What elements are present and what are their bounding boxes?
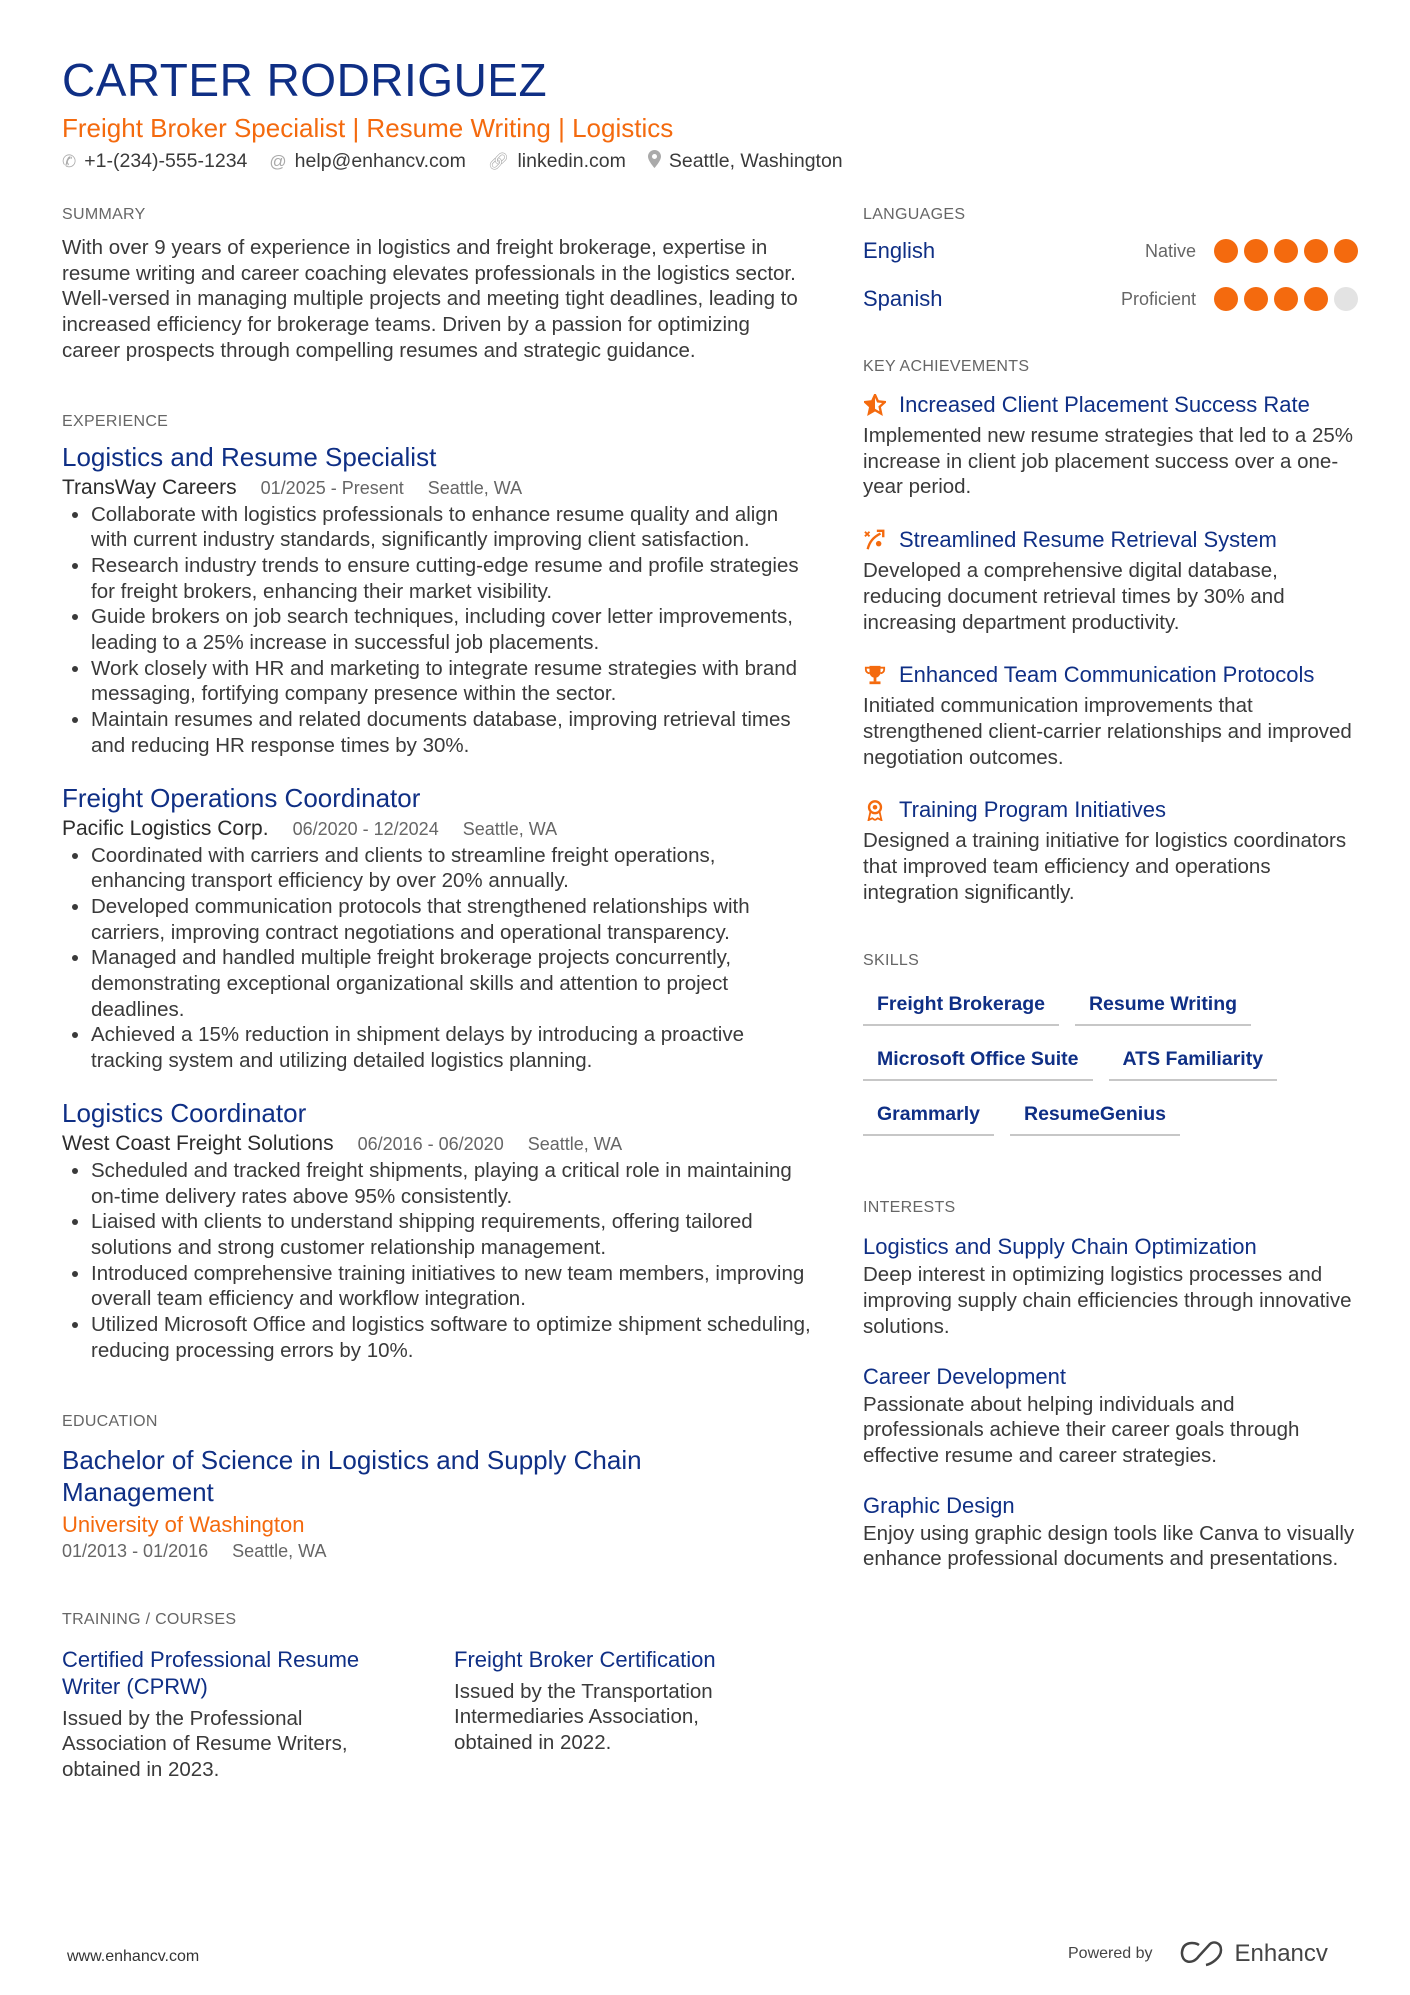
bullet-item: • Introduced comprehensive training initiatives to new team members, improving overall team efficiency and workflow integration. — [91, 1261, 812, 1312]
rating-dot — [1274, 239, 1298, 263]
left-column — [62, 205, 812, 1783]
link-text: linkedin.com — [517, 150, 626, 172]
contact-link[interactable] — [488, 150, 626, 173]
job-entry — [62, 1096, 812, 1364]
achievement-text: Developed a comprehensive digital database, reducing document retrieval times by 30% and increasing department productivity. — [863, 559, 1285, 634]
bullet-item: • Coordinated with carriers and clients to streamline freight operations, enhancing transport efficiency by over 20% annually. — [91, 843, 812, 894]
job-entry — [62, 440, 812, 759]
language-rating — [1214, 287, 1358, 311]
rating-dot — [1214, 287, 1238, 311]
rating-dot — [1304, 239, 1328, 263]
training-title: Freight Broker Certification — [454, 1646, 716, 1672]
job-title: Logistics Coordinator — [62, 1097, 307, 1128]
job-location: Seattle, WA — [527, 1133, 623, 1154]
section-heading: KEY ACHIEVEMENTS — [863, 358, 1030, 375]
achievement-item — [863, 524, 1358, 635]
section-heading: INTERESTS — [863, 1199, 956, 1217]
achievement-title: Enhanced Team Communication Protocols — [899, 662, 1315, 688]
contact-info — [62, 150, 1362, 173]
interest-text: Passionate about helping individuals and professionals achieve their career goals through effective resume and career strategies. — [863, 1392, 1300, 1467]
training-title: Certified Professional Resume Writer (CPRW) — [62, 1646, 360, 1699]
job-title: Logistics and Resume Specialist — [62, 441, 437, 472]
achievement-item — [863, 794, 1358, 905]
bullet-item: • Guide brokers on job search techniques, including cover letter improvements, leading to a 25% increase in successful job placements. — [91, 604, 812, 655]
training-item — [454, 1646, 772, 1783]
achievement-text: Implemented new resume strategies that led to a 25% increase in client job placement success over a one-year period. — [863, 424, 1353, 499]
job-meta — [62, 1130, 812, 1158]
company-name: Pacific Logistics Corp. — [62, 816, 269, 840]
section-heading: SKILLS — [863, 952, 920, 970]
education-section — [62, 1412, 812, 1562]
section-heading: EXPERIENCE — [62, 412, 169, 430]
achievement-title: Increased Client Placement Success Rate — [899, 392, 1310, 417]
job-dates: 01/2025 - Present — [260, 477, 404, 498]
bullet-item: • Work closely with HR and marketing to integrate resume strategies with brand messaging, fortifying company presence within the sector. — [91, 656, 812, 707]
company-name: West Coast Freight Solutions — [62, 1131, 334, 1155]
skill-tag: Freight Brokerage — [863, 987, 1059, 1026]
education-location: Seattle, WA — [232, 1540, 327, 1561]
training-list — [62, 1646, 812, 1783]
language-list — [863, 227, 1358, 323]
job-dates: 06/2020 - 12/2024 — [292, 818, 439, 839]
experience-section — [62, 412, 812, 1364]
company-name: TransWay Careers — [62, 475, 237, 499]
email-text: help@enhancv.com — [294, 150, 466, 172]
at-icon: @ — [269, 151, 287, 171]
phone-text: +1-(234)-555-1234 — [84, 150, 248, 172]
skill-tag: Resume Writing — [1075, 987, 1251, 1026]
enhancv-logo-icon — [1179, 1941, 1225, 1967]
bullet-item: • Managed and handled multiple freight brokerage projects concurrently, demonstrating exceptional organizational skills and attention to project deadlines. — [91, 945, 812, 1022]
interest-item — [863, 1232, 1358, 1339]
skill-tag: ATS Familiarity — [1109, 1042, 1278, 1081]
training-text: Issued by the Professional Association of Resume Writers, obtained in 2023. — [62, 1706, 348, 1781]
footer-website[interactable]: www.enhancv.com — [67, 1948, 200, 1965]
star-icon — [863, 394, 887, 416]
enhancv-logo[interactable] — [1179, 1940, 1328, 1968]
language-name: English — [863, 238, 936, 263]
skill-tag: Microsoft Office Suite — [863, 1042, 1093, 1081]
award-ribbon-icon — [863, 799, 887, 821]
interest-item — [863, 1491, 1358, 1572]
strategy-arrow-icon — [863, 529, 887, 551]
job-list — [62, 440, 812, 1364]
candidate-name: CARTER RODRIGUEZ — [62, 54, 548, 106]
skill-tag: ResumeGenius — [1010, 1097, 1180, 1136]
footer-branding — [1068, 1940, 1328, 1968]
section-heading: EDUCATION — [62, 1412, 158, 1430]
training-section — [62, 1610, 812, 1783]
location-pin-icon — [648, 150, 661, 173]
right-column — [863, 205, 1358, 1572]
school: University of Washington — [62, 1511, 305, 1537]
interests-section — [863, 1198, 1358, 1572]
bullet-item: • Utilized Microsoft Office and logistics software to optimize shipment scheduling, reducing processing errors by 10%. — [91, 1312, 812, 1363]
language-level: Native — [1144, 240, 1196, 261]
rating-dot — [1334, 239, 1358, 263]
education-meta — [62, 1540, 812, 1562]
interest-list — [863, 1232, 1358, 1572]
interest-text: Deep interest in optimizing logistics processes and improving supply chain efficiencies through innovative solutions. — [863, 1263, 1352, 1338]
bullet-item: • Developed communication protocols that strengthened relationships with carriers, improving contract negotiations and operational transparency. — [91, 894, 812, 945]
powered-by-label: Powered by — [1068, 1945, 1153, 1962]
bullet-list — [62, 843, 812, 1074]
job-location: Seattle, WA — [427, 477, 523, 498]
job-entry — [62, 781, 812, 1074]
language-name: Spanish — [863, 286, 943, 311]
achievements-section — [863, 357, 1358, 905]
rating-dot — [1274, 287, 1298, 311]
brand-name: Enhancv — [1234, 1940, 1328, 1967]
language-rating — [1214, 239, 1358, 263]
achievement-header — [863, 659, 1358, 691]
location-text: Seattle, Washington — [668, 150, 843, 172]
achievement-header — [863, 389, 1358, 421]
degree: Bachelor of Science in Logistics and Supply Chain Management — [62, 1444, 642, 1507]
section-heading: LANGUAGES — [863, 206, 966, 223]
achievement-text: Designed a training initiative for logistics coordinators that improved team efficiency and operations integration significantly. — [863, 829, 1347, 904]
interest-item — [863, 1362, 1358, 1469]
achievement-title: Training Program Initiatives — [899, 797, 1166, 823]
languages-section — [863, 205, 1358, 323]
contact-location — [648, 150, 843, 173]
phone-icon: ✆ — [62, 151, 77, 171]
interest-title: Graphic Design — [863, 1492, 1015, 1518]
rating-dot — [1244, 239, 1268, 263]
achievement-title: Streamlined Resume Retrieval System — [899, 527, 1277, 553]
job-title: Freight Operations Coordinator — [62, 782, 421, 813]
rating-dot — [1244, 287, 1268, 311]
section-heading: SUMMARY — [62, 206, 146, 223]
rating-dot — [1214, 239, 1238, 263]
language-item — [863, 227, 1358, 275]
section-heading: TRAINING / COURSES — [62, 1610, 237, 1628]
interest-title: Logistics and Supply Chain Optimization — [863, 1234, 1257, 1260]
job-meta — [62, 474, 812, 502]
achievement-header — [863, 794, 1358, 826]
achievement-text: Initiated communication improvements that strengthened client-carrier relationships and improved negotiation outcomes. — [863, 694, 1352, 769]
candidate-title: Freight Broker Specialist | Resume Writing | Logistics — [62, 113, 674, 143]
bullet-item: • Scheduled and tracked freight shipments, playing a critical role in maintaining on-time delivery rates above 95% consistently. — [91, 1158, 812, 1209]
language-level: Proficient — [1120, 288, 1196, 309]
skill-tag: Grammarly — [863, 1097, 994, 1136]
achievement-item — [863, 389, 1358, 500]
interest-text: Enjoy using graphic design tools like Canva to visually enhance professional documents and presentations. — [863, 1521, 1355, 1571]
summary-section — [62, 205, 812, 364]
rating-dot — [1334, 287, 1358, 311]
contact-email[interactable] — [269, 150, 465, 173]
achievement-item — [863, 659, 1358, 770]
contact-phone — [62, 150, 247, 173]
bullet-item: • Maintain resumes and related documents database, improving retrieval times and reducing HR response times by 30%. — [91, 707, 812, 758]
skill-list — [863, 987, 1343, 1136]
rating-dot — [1304, 287, 1328, 311]
achievement-header — [863, 524, 1358, 556]
trophy-icon — [863, 664, 887, 686]
skills-section — [863, 951, 1358, 1136]
training-text: Issued by the Transportation Intermediaries Association, obtained in 2022. — [454, 1679, 713, 1754]
interest-title: Career Development — [863, 1363, 1066, 1389]
resume-header — [62, 52, 1362, 173]
job-meta — [62, 815, 812, 843]
language-item — [863, 275, 1358, 323]
bullet-item: • Collaborate with logistics professionals to enhance resume quality and align with current industry standards, significantly improving client satisfaction. — [91, 502, 812, 553]
job-dates: 06/2016 - 06/2020 — [357, 1133, 504, 1154]
education-dates: 01/2013 - 01/2016 — [62, 1540, 209, 1561]
bullet-item: • Research industry trends to ensure cutting-edge resume and profile strategies for freight brokers, enhancing their market visibility. — [91, 553, 812, 604]
link-icon: 🔗︎ — [487, 151, 510, 171]
bullet-item: • Achieved a 15% reduction in shipment delays by introducing a proactive tracking system and utilizing detailed logistics planning. — [91, 1022, 812, 1073]
summary-text: With over 9 years of experience in logistics and freight brokerage, expertise in resume writing and career coaching elevates professionals in the logistics sector. Well-versed in managing multiple projects and meeting tight deadlines, leading to increased efficiency for brokerage teams. Driven by a passion for optimizing career prospects through compelling resumes and strategic guidance. — [62, 236, 798, 362]
bullet-list — [62, 1158, 812, 1364]
achievement-list — [863, 389, 1358, 905]
job-location: Seattle, WA — [462, 818, 558, 839]
bullet-list — [62, 502, 812, 759]
training-item — [62, 1646, 380, 1783]
bullet-item: • Liaised with clients to understand shipping requirements, offering tailored solutions and strong customer relationship management. — [91, 1209, 812, 1260]
